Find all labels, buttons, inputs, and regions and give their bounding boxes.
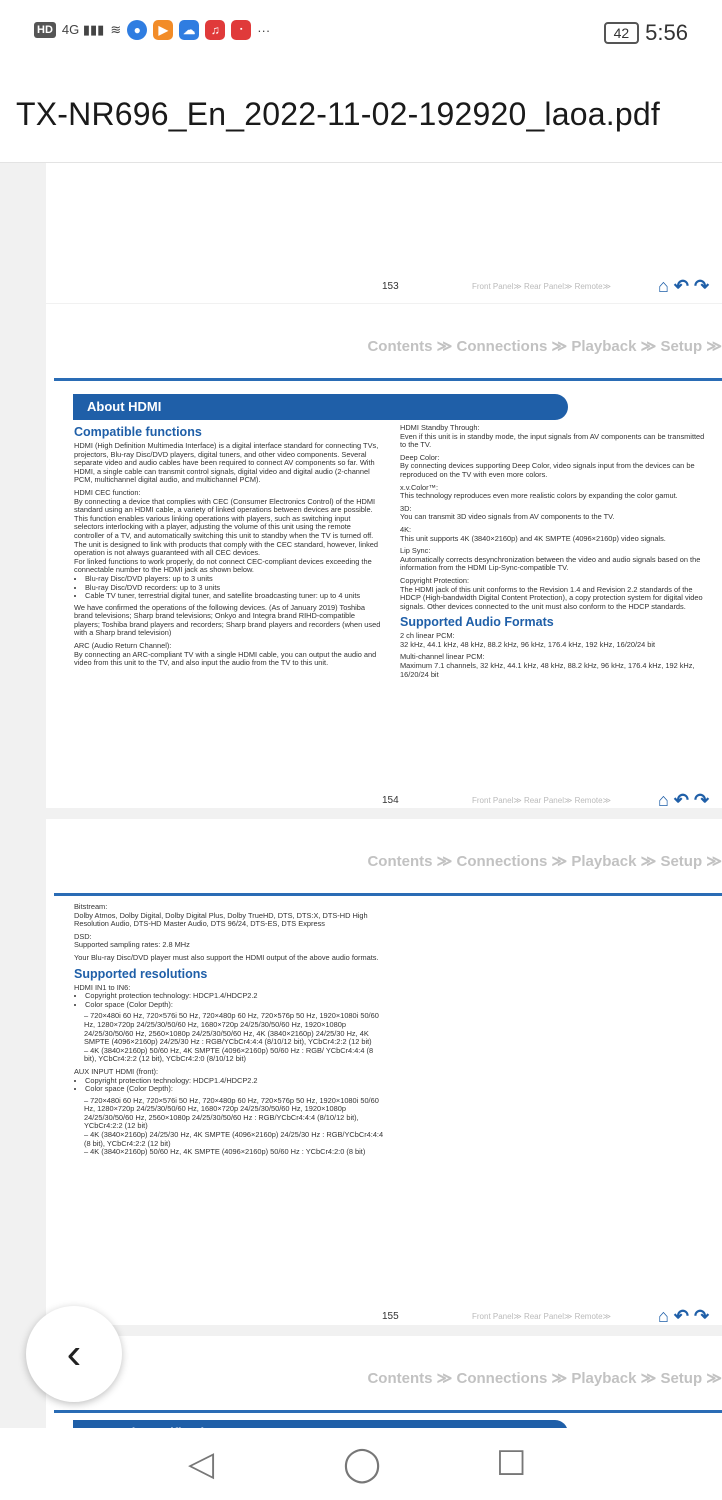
aux-title: AUX INPUT HDMI (front): <box>74 1066 159 1076</box>
page-footer <box>46 1303 722 1333</box>
aux-spec-2: – 4K (3840×2160p) 24/25/30 Hz, 4K SMPTE (4096×2160p) 24/25/30 Hz : RGB/YCbCr4:4:4 (8 bit), YCbCr4:2:2 (12 bit) <box>84 1130 384 1148</box>
aux-spec-1: – 720×480i 60 Hz, 720×576i 50 Hz, 720×480p 60 Hz, 720×576p 50 Hz, 1920×1080i 50/60 Hz, 1280×720p 24/25/30/50/60 Hz, 1680×720p 24/25/30/50/60 Hz, 1920×1080p 24/25/30/50/60 Hz, 2560×1080p 24/25/30/50/60 Hz : RGB/YCbCr4:4:4 (8/10/12 bit), YCbCr4:2:2 (12 bit) <box>84 1095 379 1131</box>
back-button[interactable]: ‹ <box>26 1306 122 1402</box>
more-notifications-icon: ··· <box>257 22 271 38</box>
pdf-viewer[interactable] <box>0 163 722 1428</box>
wifi-icon: ≋ <box>110 22 122 37</box>
nav-home-icon[interactable]: ◯ <box>343 1445 382 1483</box>
right-column <box>400 424 712 683</box>
battery-icon: 42 <box>604 22 640 44</box>
pcm2-text: 32 kHz, 44.1 kHz, 48 kHz, 88.2 kHz, 96 kHz, 176.4 kHz, 192 kHz, 16/20/24 bit <box>400 639 656 649</box>
document-title: TX-NR696_En_2022-11-02-192920_laoa.pdf <box>16 96 660 132</box>
list-item: • Copyright protection technology: HDCP1.4/HDCP2.2 <box>85 1077 386 1086</box>
page-number: 155 <box>382 1311 399 1322</box>
page-footer <box>46 273 722 303</box>
header-rule <box>54 893 722 896</box>
aux-list <box>74 1077 386 1094</box>
standby-text: Even if this unit is in standby mode, the input signals from AV components can be transmitted to the TV. <box>400 431 705 450</box>
lip-sync-text: Automatically corrects desynchronization between the video and audio signals based on the information from the HDMI Lip-Sync-compatible TV. <box>400 554 701 573</box>
left-column <box>74 903 386 1157</box>
hdmi-in-spec-1: – 720×480i 60 Hz, 720×576i 50 Hz, 720×480p 60 Hz, 720×576p 50 Hz, 1920×1080i 50/60 Hz, 1280×720p 24/25/30/50/60 Hz, 1680×720p 24/25/30/50/60 Hz, 1920×1080p 24/25/30/50/60 Hz, 2560×1080p 24/25/30/50/60 Hz, 4K (3840×2160p) 24/25/30 Hz, 4K SMPTE (4096×2160p) 24/25/30 Hz : RGB/YCbCr4:4:4 (8/10/12 bit), YCbCr4:2:2 (12 bit) <box>84 1011 379 1047</box>
footer-nav-links[interactable]: Front Panel≫ Rear Panel≫ Remote≫ <box>472 282 611 291</box>
list-item: • Blu-ray Disc/DVD recorders: up to 3 units <box>85 584 382 593</box>
3d-text: You can transmit 3D video signals from AV components to the TV. <box>400 512 615 522</box>
pcm-multi-text: Maximum 7.1 channels, 32 kHz, 44.1 kHz, 48 kHz, 88.2 kHz, 96 kHz, 176.4 kHz, 192 kHz, 16/20/24 bit <box>400 661 695 679</box>
standby-title: HDMI Standby Through: <box>400 423 480 432</box>
page-footer <box>46 787 722 817</box>
section-banner: About HDMI <box>73 394 568 420</box>
dsd-title: DSD: <box>74 931 92 941</box>
aux-spec-3: – 4K (3840×2160p) 50/60 Hz, 4K SMPTE (4096×2160p) 50/60 Hz : YCbCr4:2:0 (8 bit) <box>84 1147 366 1157</box>
xv-color-title: x.v.Color™: <box>400 482 439 492</box>
page-header <box>46 304 722 384</box>
hdmi-in-spec-2: – 4K (3840×2160p) 50/60 Hz, 4K SMPTE (4096×2160p) 50/60 Hz : RGB/ YCbCr4:4:4 (8 bit), YCbCr4:2:2 (12 bit), YCbCr4:2:0 (8/10/12 bit) <box>84 1045 374 1064</box>
video-app-icon: ▶ <box>153 20 173 40</box>
pdf-page-153 <box>46 163 722 303</box>
music-app-icon: ♫ <box>205 20 225 40</box>
lip-sync-title: Lip Sync: <box>400 546 431 556</box>
page-header <box>46 1336 722 1416</box>
arc-text: By connecting an ARC-compliant TV with a single HDMI cable, you can output the audio and video from this unit to the TV, and also input the audio from the TV to this unit. <box>74 649 377 668</box>
list-item: • Color space (Color Depth): <box>85 1085 386 1094</box>
header-rule <box>54 378 722 381</box>
left-column <box>74 423 382 668</box>
footer-nav-links[interactable]: Front Panel≫ Rear Panel≫ Remote≫ <box>472 1312 611 1321</box>
list-item: • Copyright protection technology: HDCP1.4/HDCP2.2 <box>85 992 386 1001</box>
header-nav-links[interactable]: Contents ≫ Connections ≫ Playback ≫ Setup ≫ <box>367 1370 722 1387</box>
pcm2-title: 2 ch linear PCM: <box>400 631 455 641</box>
heading-compatible-functions: Compatible functions <box>74 425 202 439</box>
signal-icon: 4G ▮▮▮ <box>61 22 105 37</box>
home-undo-redo-icons[interactable]: ⌂ ↶ ↷ <box>658 276 710 296</box>
heading-audio-formats: Supported Audio Formats <box>400 615 554 630</box>
home-undo-redo-icons[interactable]: ⌂ ↶ ↷ <box>658 1306 710 1326</box>
hdmi-in-title: HDMI IN1 to IN6: <box>74 982 131 992</box>
3d-title: 3D: <box>400 503 412 513</box>
cec-text-2: The unit is designed to link with products that comply with the CEC standard, however, linked operation is not always guaranteed with all CEC devices. <box>74 539 378 558</box>
bitstream-title: Bitstream: <box>74 902 108 911</box>
copyright-title: Copyright Protection: <box>400 575 470 585</box>
bluray-note: Your Blu-ray Disc/DVD player must also support the HDMI output of the above audio formats. <box>74 952 379 962</box>
deep-color-text: By connecting devices supporting Deep Color, video signals input from the devices can be reproduced on the TV with even more colors. <box>400 461 695 479</box>
weather-app-icon: ☁ <box>179 20 199 40</box>
heading-supported-resolutions: Supported resolutions <box>74 966 208 981</box>
list-item: • Blu-ray Disc/DVD players: up to 3 units <box>85 575 382 584</box>
4k-title: 4K: <box>400 524 412 534</box>
clock: 5:56 <box>645 20 688 45</box>
header-rule <box>54 1410 722 1413</box>
page-header <box>46 819 722 899</box>
footer-nav-links[interactable]: Front Panel≫ Rear Panel≫ Remote≫ <box>472 796 611 805</box>
status-left <box>34 20 270 40</box>
dsd-text: Supported sampling rates: 2.8 MHz <box>74 940 190 950</box>
list-item: • Color space (Color Depth): <box>85 1001 386 1010</box>
system-nav-bar <box>0 1428 722 1500</box>
hd-icon: HD <box>34 22 56 38</box>
status-bar <box>0 0 722 66</box>
pdf-page-155 <box>46 819 722 1325</box>
pcm-multi-title: Multi-channel linear PCM: <box>400 652 485 662</box>
pdf-page-154 <box>46 304 722 808</box>
home-undo-redo-icons[interactable]: ⌂ ↶ ↷ <box>658 790 710 810</box>
hdmi-in-list <box>74 992 386 1009</box>
status-right <box>604 20 688 46</box>
nav-recents-icon[interactable]: ☐ <box>496 1445 527 1483</box>
page-number: 153 <box>382 281 399 292</box>
xv-color-text: This technology reproduces even more realistic colors by expanding the color gamut. <box>400 491 678 501</box>
nav-back-icon[interactable]: ◁ <box>188 1445 215 1483</box>
cec-text-3: For linked functions to work properly, do not connect CEC-compliant devices exceeding the connectable number to the HDMI jack as shown below. <box>74 556 372 575</box>
copyright-text: The HDMI jack of this unit conforms to the Revision 1.4 and Revision 2.2 standards of the HDCP (High-bandwidth Digital Content Protection), a copy protection system for digital video signals. Other devices connected to the unit must also conform to the HDCP standards. <box>400 584 703 611</box>
bitstream-text: Dolby Atmos, Dolby Digital, Dolby Digital Plus, Dolby TrueHD, DTS, DTS:X, DTS-HD High Resolution Audio, DTS-HD Master Audio, DTS 96/24, DTS-ES, DTS Express <box>74 910 368 929</box>
pdf-page-156 <box>46 1336 722 1436</box>
cec-title: HDMI CEC function: <box>74 487 141 497</box>
list-item: • Cable TV tuner, terrestrial digital tuner, and satellite broadcasting tuner: up to 4 units <box>85 592 382 601</box>
deep-color-title: Deep Color: <box>400 452 440 462</box>
page-number: 154 <box>382 795 399 806</box>
device-limit-list <box>74 575 382 601</box>
shop-app-icon: ▪ <box>231 20 251 40</box>
browser-app-icon: ● <box>127 20 147 40</box>
4k-text: This unit supports 4K (3840×2160p) and 4K SMPTE (4096×2160p) video signals. <box>400 533 666 543</box>
arc-title: ARC (Audio Return Channel): <box>74 641 172 651</box>
confirmed-devices: We have confirmed the operations of the following devices. (As of January 2019) Toshiba brand televisions; Sharp brand televisions; Onkyo and Integra brand RIHD-compatible players; Toshiba brand players and recorders; Sharp brand players and recorders (when used with a Sharp brand television) <box>74 602 381 638</box>
paragraph: HDMI (High Definition Multimedia Interface) is a digital interface standard for connecting TVs, projectors, Blu-ray Disc/DVD players, digital tuners, and other video components. Several separate video and audio cables have been required to connect AV components so far. With HDMI, a single cable can transmit control signals, digital video and digital audio (2-channel PCM, multichannel digital audio, and multichannel PCM). <box>74 441 379 485</box>
cec-text: By connecting a device that complies with CEC (Consumer Electronics Control) of the HDMI standard using an HDMI cable, a variety of linked operations between devices are possible. This function enables various linking operations with players, such as switching input selectors interlocking with a player, adjusting the volume of this unit using the remote controller of a TV, and automatically switching this unit to standby when the TV is turned off. <box>74 496 376 540</box>
header-nav-links[interactable]: Contents ≫ Connections ≫ Playback ≫ Setup ≫ <box>367 338 722 355</box>
header-nav-links[interactable]: Contents ≫ Connections ≫ Playback ≫ Setup ≫ <box>367 853 722 870</box>
document-title-bar <box>0 66 722 163</box>
